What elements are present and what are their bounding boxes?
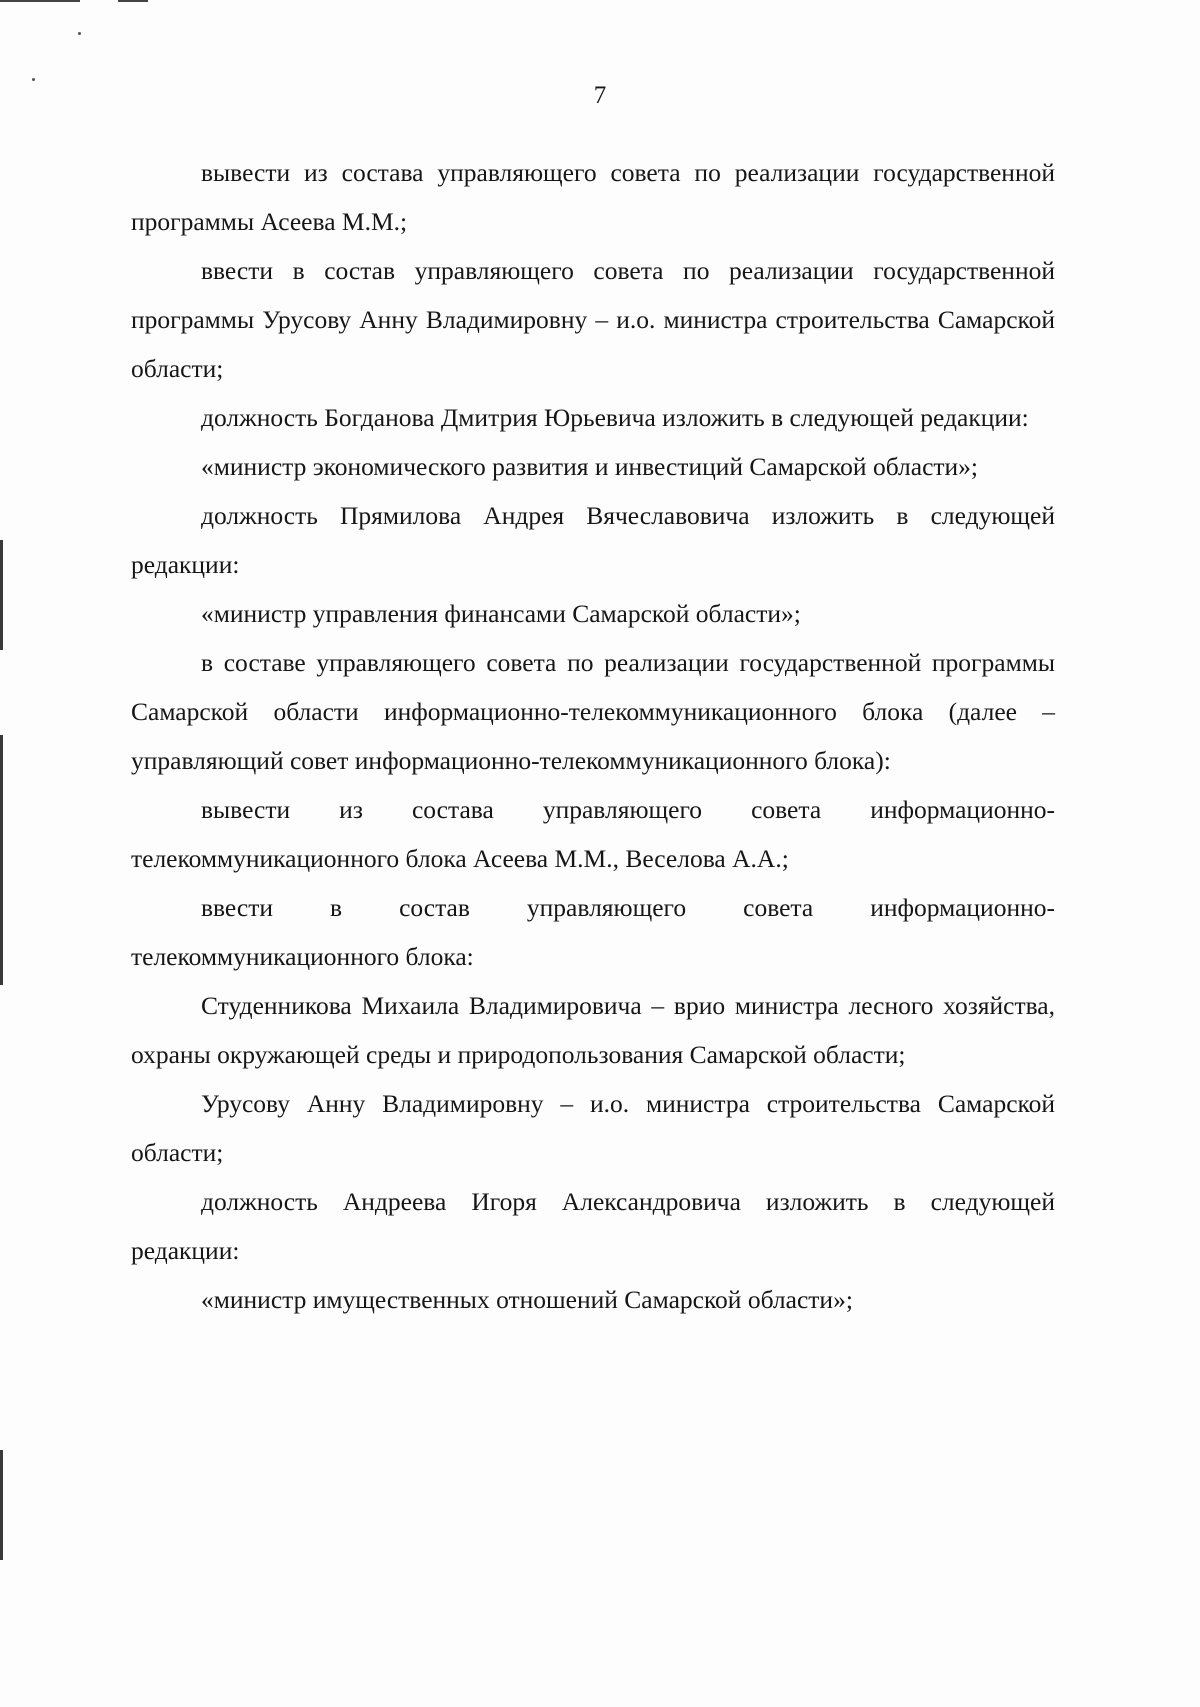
scan-artifact-top-line: [118, 0, 148, 2]
scan-artifact-left-edge: [0, 735, 3, 985]
paragraph: вывести из состава управляющего совета по реализации государственной программы Асеева М.М.;: [131, 158, 1055, 236]
paragraph: должность Прямилова Андрея Вячеславовича изложить в следующей редакции:: [131, 501, 1055, 579]
paragraph: Урусову Анну Владимировну – и.о. министра строительства Самарской области;: [131, 1089, 1055, 1167]
paragraph: ввести в состав управляющего совета информационно-телекоммуникационного блока:: [131, 893, 1055, 971]
paragraph: «министр управления финансами Самарской области»;: [201, 599, 801, 628]
paragraph: в составе управляющего совета по реализации государственной программы Самарской области информационно-телекоммуникационного блока (далее – управляющий совет информационно-телекоммуникационного блока):: [131, 648, 1055, 775]
paragraph: «министр имущественных отношений Самарской области»;: [201, 1285, 853, 1314]
scan-artifact-top-line: [0, 0, 80, 2]
scan-artifact-dot: [78, 32, 81, 35]
paragraph: ввести в состав управляющего совета по реализации государственной программы Урусову Анну Владимировну – и.о. министра строительства Самарской области;: [131, 256, 1055, 383]
page-number: 7: [593, 82, 607, 109]
paragraph: должность Андреева Игоря Александровича изложить в следующей редакции:: [131, 1187, 1055, 1265]
paragraph: вывести из состава управляющего совета информационно-телекоммуникационного блока Асеева М.М., Веселова А.А.;: [131, 795, 1055, 873]
paragraph: Студенникова Михаила Владимировича – врио министра лесного хозяйства, охраны окружающей среды и природопользования Самарской области;: [131, 991, 1055, 1069]
paragraph: должность Богданова Дмитрия Юрьевича изложить в следующей редакции:: [201, 403, 1029, 432]
paragraph: «министр экономического развития и инвестиций Самарской области»;: [201, 452, 979, 481]
scan-artifact-left-edge: [0, 540, 3, 650]
scan-artifact-left-edge: [0, 1450, 3, 1560]
document-body: [131, 148, 1055, 1324]
